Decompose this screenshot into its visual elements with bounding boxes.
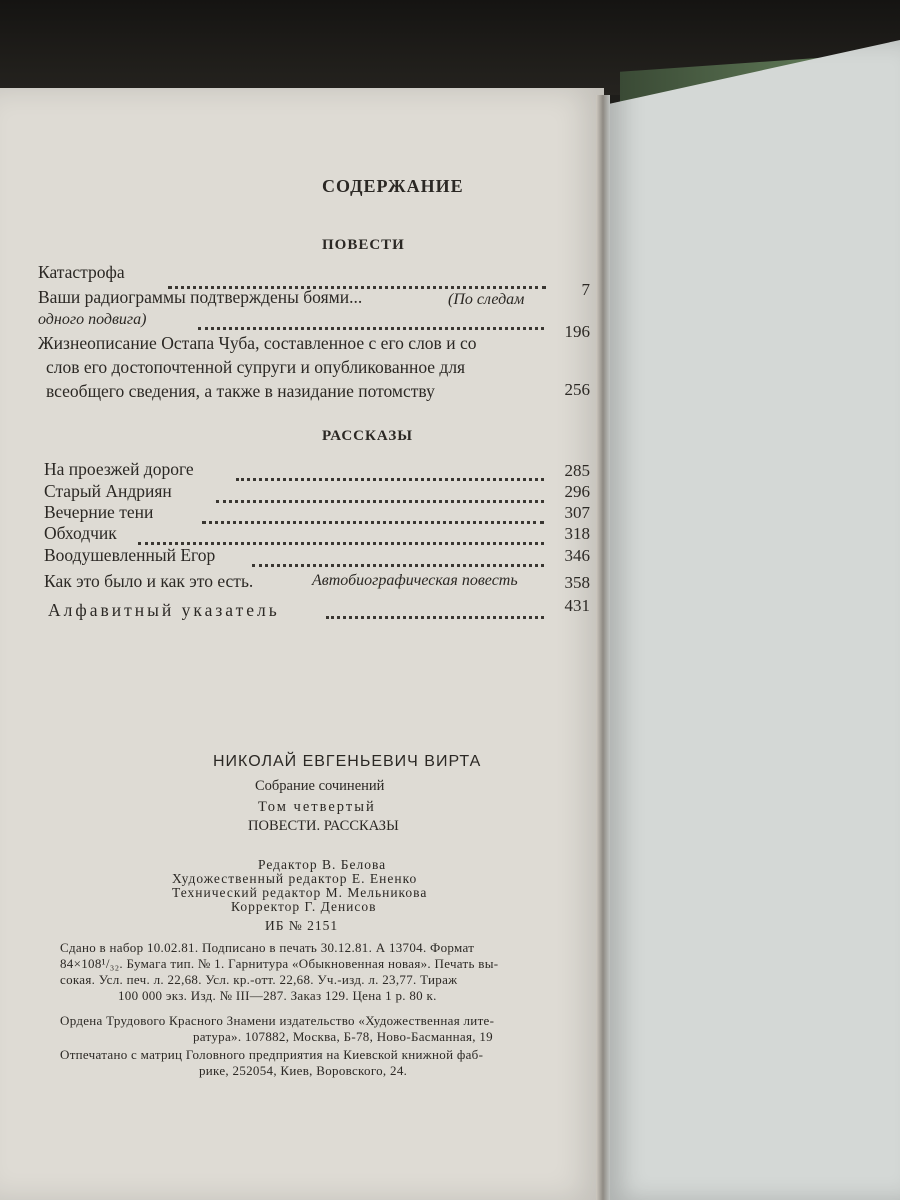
toc-entry-title: всеобщего сведения, а также в назидание потомству: [46, 381, 435, 401]
toc-entry-page: 256: [564, 380, 590, 399]
toc-leader-dots: [216, 496, 544, 503]
toc-entry-note: Автобиографическая повесть: [312, 572, 518, 589]
toc-entry-title: Как это было и как это есть.: [44, 571, 254, 591]
toc-entry-title: Катастрофа: [38, 262, 125, 282]
toc-entry-page: 7: [581, 280, 590, 299]
printer-line: рике, 252054, Киев, Воровского, 24.: [199, 1063, 408, 1078]
toc-entry-note: (По следам: [448, 291, 525, 308]
toc-entry-title: Обходчик: [44, 523, 117, 543]
toc-entry-title: Ваши радиограммы подтверждены боями...: [38, 287, 363, 307]
staff-art-editor: Художественный редактор Е. Ененко: [172, 871, 418, 886]
series-title: Собрание сочинений: [255, 778, 385, 794]
toc-leader-dots: [236, 474, 544, 481]
toc-entry-title: Вечерние тени: [44, 502, 154, 522]
toc-entry-note: одного подвига): [38, 311, 147, 328]
print-info-line: Сдано в набор 10.02.81. Подписано в печать 30.12.81. А 13704. Формат: [60, 940, 475, 955]
toc-leader-dots: [198, 323, 544, 330]
toc-title: СОДЕРЖАНИЕ: [322, 176, 464, 196]
printer-line: Отпечатано с матриц Головного предприятия на Киевской книжной фаб-: [60, 1047, 484, 1062]
staff-proofreader: Корректор Г. Денисов: [231, 899, 377, 914]
toc-entry-page: 285: [564, 461, 590, 480]
book-gutter: [596, 95, 610, 1200]
right-page: [604, 40, 900, 1200]
toc-entry-page: 358: [564, 573, 590, 592]
toc-entry-page: 196: [564, 322, 590, 341]
toc-leader-dots: [252, 560, 544, 567]
publisher-line: ратура». 107882, Москва, Б-78, Ново-Басманная, 19: [193, 1029, 493, 1044]
section-rasskazy: РАССКАЗЫ: [322, 428, 413, 444]
ib-number: ИБ № 2151: [265, 918, 339, 933]
section-povesti: ПОВЕСТИ: [322, 237, 405, 253]
volume-title: Том четвертый: [258, 799, 376, 815]
toc-entry-page: 431: [564, 596, 590, 615]
volume-subtitle: ПОВЕСТИ. РАССКАЗЫ: [248, 818, 399, 834]
staff-editor: Редактор В. Белова: [258, 857, 387, 872]
print-info-line: 100 000 экз. Изд. № III—287. Заказ 129. Цена 1 р. 80 к.: [118, 988, 437, 1003]
toc-entry-title: Воодушевленный Егор: [44, 545, 216, 565]
print-info-line: сокая. Усл. печ. л. 22,68. Усл. кр.-отт. 22,68. Уч.-изд. л. 23,77. Тираж: [60, 972, 458, 987]
toc-entry-title: слов его достопочтенной супруги и опубликованное для: [46, 357, 466, 377]
toc-entry-page: 318: [564, 524, 590, 543]
staff-tech-editor: Технический редактор М. Мельникова: [172, 885, 428, 900]
toc-leader-dots: [202, 517, 544, 524]
toc-leader-dots: [326, 612, 544, 619]
toc-leader-dots: [138, 538, 544, 545]
toc-entry-title: На проезжей дороге: [44, 459, 194, 479]
toc-entry-page: 296: [564, 482, 590, 501]
toc-entry-page: 307: [564, 503, 590, 522]
toc-entry-title: Алфавитный указатель: [48, 600, 280, 620]
toc-entry-page: 346: [564, 546, 590, 565]
print-info-line: 84×108¹/₃₂. Бумага тип. № 1. Гарнитура «Обыкновенная новая». Печать вы-: [60, 956, 499, 971]
publisher-line: Ордена Трудового Красного Знамени издательство «Художественная лите-: [60, 1013, 495, 1028]
toc-entry-title: Жизнеописание Остапа Чуба, составленное с его слов и со: [38, 333, 477, 353]
toc-entry-title: Старый Андриян: [44, 481, 172, 501]
author-name: НИКОЛАЙ ЕВГЕНЬЕВИЧ ВИРТА: [213, 753, 482, 770]
